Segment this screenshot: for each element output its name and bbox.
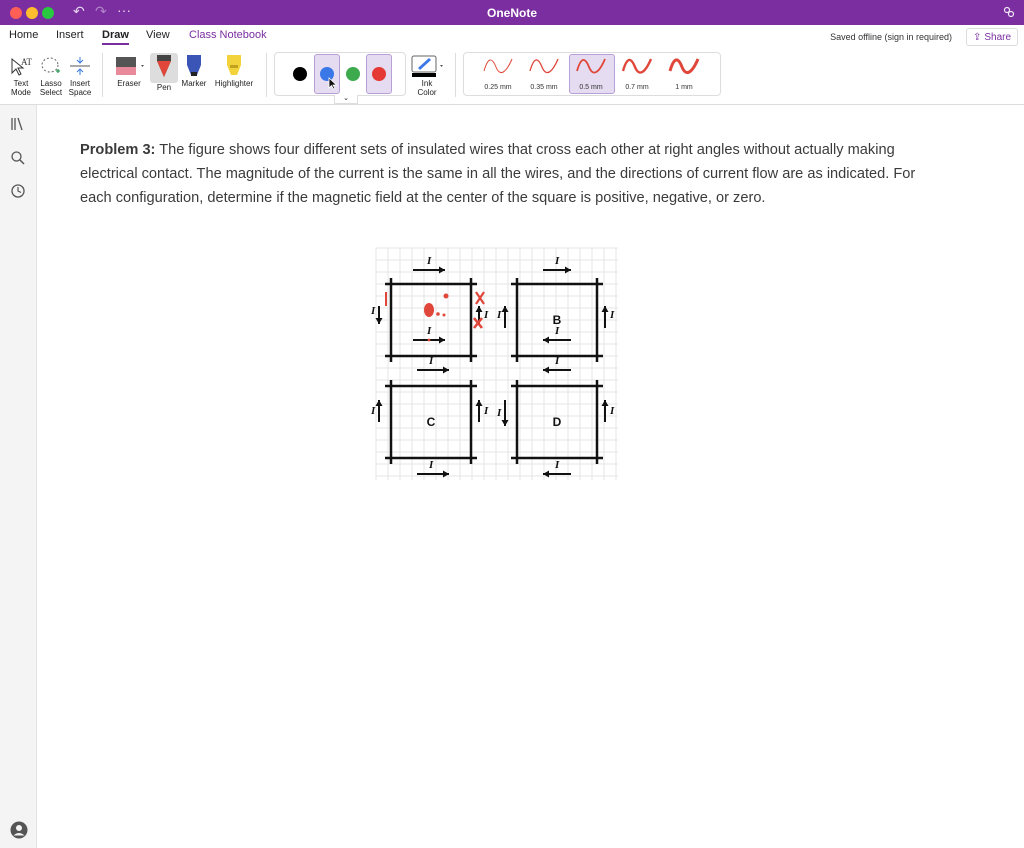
lasso-select-button[interactable]	[37, 53, 65, 97]
text-mode-icon	[7, 53, 35, 79]
wire-configurations-figure	[371, 248, 618, 480]
lasso-label-1: Lasso	[40, 79, 62, 88]
current-label: I	[427, 325, 432, 337]
stroke-width-option[interactable]	[571, 53, 611, 93]
pen-label: Pen	[156, 83, 172, 92]
share-label: Share	[984, 31, 1012, 43]
current-label: I	[484, 405, 489, 417]
marker-button[interactable]	[180, 53, 208, 88]
ink-dot	[444, 294, 449, 299]
current-arrow-head	[439, 337, 445, 344]
notebooks-icon[interactable]	[10, 116, 26, 132]
color-swatch-green[interactable]	[346, 67, 360, 81]
highlighter-icon	[210, 53, 258, 79]
stroke-width-label: 0.7 mm	[625, 84, 649, 91]
marker-label: Marker	[181, 79, 207, 88]
ink-cross	[476, 292, 484, 304]
square-label: D	[552, 415, 562, 429]
recent-clock-icon[interactable]	[10, 183, 26, 199]
current-label: I	[610, 309, 615, 321]
stroke-width-label: 0.5 mm	[579, 84, 603, 91]
stroke-preview-icon	[571, 53, 611, 79]
text-mode-label-2: Mode	[10, 88, 31, 97]
mouse-cursor-icon	[328, 77, 338, 95]
problem-label: Problem 3:	[80, 142, 156, 158]
current-label: I	[429, 355, 434, 367]
current-label: I	[429, 459, 434, 471]
undo-icon[interactable]: ↶	[73, 3, 85, 19]
ink-dot	[443, 314, 446, 317]
insert-space-label-1: Insert	[69, 79, 90, 88]
tab-view[interactable]: View	[146, 29, 170, 41]
eraser-icon	[110, 53, 148, 79]
stroke-width-label: 1 mm	[675, 84, 693, 91]
lasso-icon	[37, 53, 65, 79]
stroke-preview-icon	[664, 53, 704, 79]
current-arrow-head	[476, 400, 483, 406]
current-label: I	[555, 459, 560, 471]
ribbon-divider	[102, 53, 103, 97]
stroke-width-label: 0.25 mm	[484, 84, 512, 91]
stroke-preview-icon	[478, 53, 518, 79]
current-label: I	[497, 309, 502, 321]
ink-dot	[436, 312, 440, 316]
stroke-preview-icon	[617, 53, 657, 79]
pen-button[interactable]	[150, 53, 178, 92]
current-label: I	[371, 405, 376, 417]
lasso-label-2: Select	[39, 88, 63, 97]
ink-color-button[interactable]	[407, 53, 447, 97]
account-avatar-icon[interactable]	[10, 821, 26, 837]
square-label: C	[426, 415, 436, 429]
note-page[interactable]	[38, 106, 1024, 848]
pen-icon	[150, 53, 178, 79]
highlighter-button[interactable]	[210, 53, 258, 88]
eraser-label: Eraser	[117, 79, 141, 88]
problem-body: The figure shows four different sets of insulated wires that cross each other at right angles without actually making electrical contact. The magnitude of the current is the same in all the wires, and the directions of current flow are as indicated. For each configuration, determine if the magnetic field at the center of the square is positive, negative, or zero.	[80, 142, 916, 206]
tab-class-notebook[interactable]: Class Notebook	[189, 29, 267, 41]
stroke-width-option[interactable]	[617, 53, 657, 93]
sync-status: Saved offline (sign in required)	[830, 32, 952, 42]
square-label: B	[552, 313, 562, 327]
share-icon: ⇪	[972, 31, 982, 43]
current-label: I	[371, 305, 376, 317]
current-arrow-head	[502, 420, 509, 426]
current-arrow-head	[376, 400, 383, 406]
current-arrow-head	[602, 306, 609, 312]
more-icon[interactable]: ···	[117, 2, 131, 18]
draw-ribbon	[0, 47, 1024, 105]
ink-blob	[424, 303, 434, 317]
ink-dot	[428, 339, 431, 342]
app-title: OneNote	[486, 6, 537, 20]
ribbon-divider	[455, 53, 456, 97]
highlighter-label: Highlighter	[214, 79, 254, 88]
tab-home[interactable]: Home	[9, 29, 39, 41]
insert-space-label-2: Space	[68, 88, 92, 97]
current-label: I	[555, 255, 560, 267]
ribbon-tabs	[0, 25, 1024, 47]
current-label: I	[555, 325, 560, 337]
stroke-width-option[interactable]	[524, 53, 564, 93]
current-arrow-head	[376, 318, 383, 324]
stroke-width-option[interactable]	[478, 53, 518, 93]
navigation-rail	[0, 105, 37, 848]
current-arrow-head	[602, 400, 609, 406]
share-button[interactable]	[966, 28, 1018, 46]
tab-insert[interactable]: Insert	[56, 29, 84, 41]
current-arrow-head	[502, 306, 509, 312]
ink-color-icon	[407, 53, 447, 79]
current-label: I	[484, 309, 489, 321]
tab-draw[interactable]: Draw	[102, 29, 129, 41]
stroke-width-label: 0.35 mm	[530, 84, 558, 91]
ink-color-label-1: Ink	[421, 79, 433, 88]
marker-icon	[180, 53, 208, 79]
color-swatch-black[interactable]	[293, 67, 307, 81]
color-swatch-red[interactable]	[372, 67, 386, 81]
current-label: I	[497, 407, 502, 419]
stroke-width-option[interactable]	[664, 53, 704, 93]
search-icon[interactable]	[10, 150, 26, 166]
stroke-preview-icon	[524, 53, 564, 79]
text-mode-button[interactable]	[7, 53, 35, 97]
ink-color-label-2: Color	[417, 88, 437, 97]
eraser-button[interactable]	[110, 53, 148, 88]
redo-icon[interactable]: ↷	[95, 3, 107, 19]
svg-text:AT: AT	[21, 57, 32, 67]
current-label: I	[555, 355, 560, 367]
ribbon-divider	[266, 53, 267, 97]
insert-space-icon	[66, 53, 94, 79]
current-arrow-head	[476, 306, 483, 312]
current-label: I	[427, 255, 432, 267]
expand-palette-chevron-icon[interactable]: ⌄	[334, 95, 358, 104]
title-bar	[0, 0, 1024, 25]
problem-text	[80, 139, 920, 210]
text-mode-label-1: Text	[13, 79, 29, 88]
collaborate-icon[interactable]	[1002, 5, 1016, 22]
current-label: I	[610, 405, 615, 417]
insert-space-button[interactable]	[66, 53, 94, 97]
